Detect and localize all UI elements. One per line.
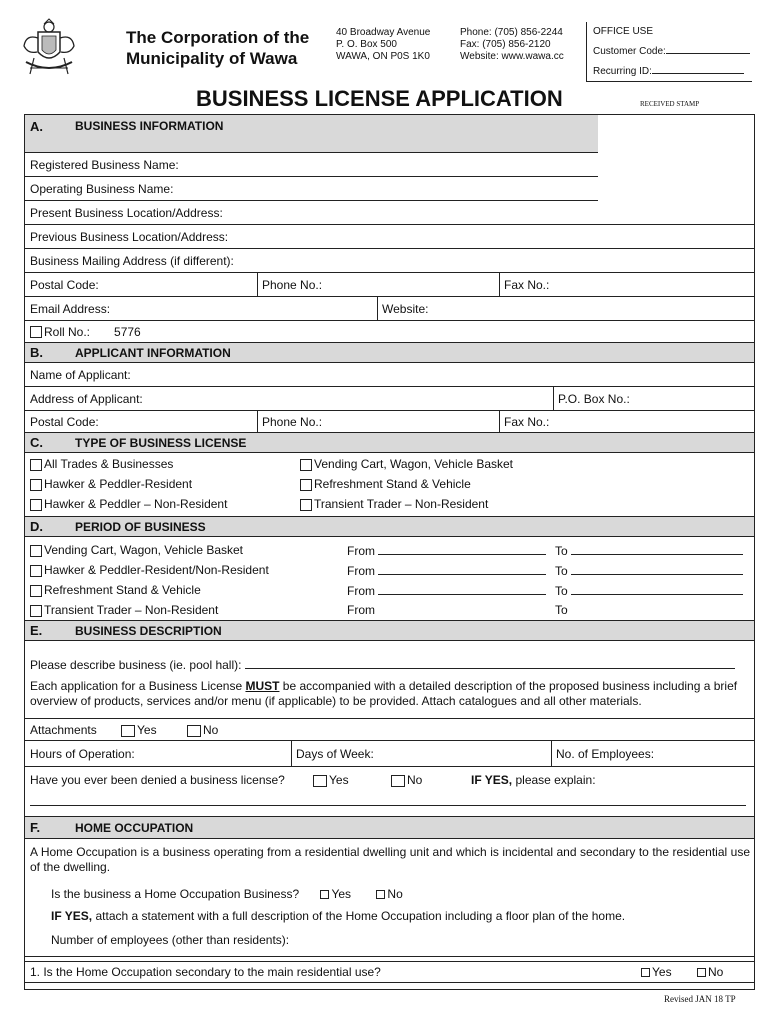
option-label: Yes — [331, 887, 352, 901]
number-of-employees-label: Number of employees (other than residents): — [51, 933, 290, 947]
corp-line-1: The Corporation of the — [126, 28, 310, 47]
from-field[interactable] — [347, 603, 375, 617]
option-label: Transient Trader – Non-Resident — [314, 497, 489, 511]
checkbox[interactable] — [30, 479, 42, 491]
section-f-header — [25, 817, 754, 839]
page-title: BUSINESS LICENSE APPLICATION — [196, 86, 563, 111]
option-label: No — [387, 887, 403, 901]
license-option[interactable] — [300, 497, 488, 511]
roll-number-checkbox[interactable] — [30, 326, 42, 338]
application-form — [24, 114, 755, 990]
roll-number-row — [25, 321, 754, 343]
denied-license-row — [25, 767, 754, 817]
address-line: WAWA, ON P0S 1K0 — [336, 51, 430, 62]
days-field[interactable]: Days of Week: — [296, 746, 374, 761]
describe-business-field[interactable] — [30, 657, 735, 672]
text: please explain: — [512, 773, 596, 787]
revision-note: Revised JAN 18 TP — [664, 994, 736, 1004]
checkbox[interactable] — [376, 890, 385, 899]
contact-block — [460, 27, 564, 63]
customer-code-field[interactable] — [666, 42, 750, 54]
period-option[interactable] — [30, 543, 243, 557]
option-label: No — [708, 965, 724, 979]
home-yes[interactable] — [320, 887, 351, 901]
checkbox[interactable] — [300, 499, 312, 511]
roll-number-label: Roll No.: — [44, 324, 91, 339]
roll-number-cell — [25, 321, 141, 342]
checkbox[interactable] — [30, 605, 42, 617]
if-yes-emphasis: IF YES, — [51, 909, 93, 923]
to-label: To — [555, 544, 568, 558]
from-label: From — [347, 584, 375, 598]
home-occupation-question-row — [51, 887, 403, 901]
section-a-header — [25, 115, 598, 153]
corp-line-2: Municipality of Wawa — [126, 49, 298, 68]
recurring-id-row — [593, 62, 752, 82]
period-options — [25, 537, 754, 621]
section-letter: E. — [30, 623, 43, 638]
applicant-name-row[interactable] — [25, 363, 754, 387]
explain-line[interactable] — [30, 805, 746, 806]
to-label: To — [555, 564, 568, 578]
checkbox[interactable] — [320, 890, 329, 899]
home-occupation-question: Is the business a Home Occupation Business? — [51, 887, 300, 901]
website-line: Website: www.wawa.cc — [460, 51, 564, 62]
period-option[interactable] — [30, 603, 218, 617]
section-title: APPLICANT INFORMATION — [75, 345, 231, 360]
mailing-address-row[interactable] — [25, 249, 754, 273]
denied-no[interactable] — [391, 773, 422, 787]
from-label: From — [347, 544, 375, 558]
period-option[interactable] — [30, 583, 201, 597]
section-letter: B. — [30, 345, 43, 360]
customer-code-label: Customer Code: — [593, 46, 666, 57]
recurring-id-field[interactable] — [652, 62, 744, 74]
checkbox[interactable] — [187, 725, 201, 737]
present-location-label: Present Business Location/Address: — [30, 205, 223, 220]
checkbox[interactable] — [30, 459, 42, 471]
website-field[interactable]: Website: — [382, 301, 429, 316]
postal-phone-fax-row — [25, 273, 754, 297]
home-question-1: 1. Is the Home Occupation secondary to the main residential use? — [30, 965, 381, 979]
checkbox[interactable] — [30, 585, 42, 597]
option-label: All Trades & Businesses — [44, 457, 174, 471]
recurring-id-label: Recurring ID: — [593, 66, 652, 77]
applicant-postal-phone-fax-row — [25, 411, 754, 433]
checkbox[interactable] — [30, 499, 42, 511]
license-option[interactable] — [30, 497, 227, 511]
email-website-row — [25, 297, 754, 321]
applicant-address-field[interactable]: Address of Applicant: — [30, 391, 143, 406]
section-title: HOME OCCUPATION — [75, 820, 194, 835]
denied-license-question: Have you ever been denied a business license? — [30, 773, 285, 787]
from-field[interactable] — [347, 563, 546, 578]
attachments-row — [25, 719, 754, 741]
to-label: To — [555, 584, 568, 598]
option-label: Yes — [652, 965, 672, 979]
checkbox[interactable] — [391, 775, 405, 787]
employees-field[interactable]: No. of Employees: — [556, 746, 655, 761]
denied-yes[interactable] — [313, 773, 349, 787]
to-field[interactable] — [555, 563, 743, 578]
applicant-name-label: Name of Applicant: — [30, 367, 131, 382]
checkbox[interactable] — [313, 775, 327, 787]
roll-number-value: 5776 — [114, 324, 141, 339]
office-use-label: OFFICE USE — [593, 26, 654, 37]
checkbox[interactable] — [641, 968, 650, 977]
q1-yes[interactable] — [641, 965, 672, 979]
option-label: Refreshment Stand & Vehicle — [314, 477, 471, 491]
from-field[interactable] — [347, 543, 546, 558]
hours-days-employees-row — [25, 741, 754, 767]
home-occupation-block — [25, 839, 754, 957]
to-line[interactable] — [571, 543, 743, 555]
mailing-address-label: Business Mailing Address (if different): — [30, 253, 234, 268]
section-title: BUSINESS DESCRIPTION — [75, 623, 222, 638]
describe-business-label: Please describe business (ie. pool hall): — [30, 658, 242, 672]
section-letter: A. — [30, 118, 43, 134]
period-option[interactable] — [30, 563, 269, 577]
section-letter: C. — [30, 435, 43, 450]
option-label: Hawker & Peddler-Resident/Non-Resident — [44, 563, 269, 577]
operating-name-label: Operating Business Name: — [30, 181, 174, 196]
registered-name-row[interactable] — [25, 153, 598, 177]
option-label: Vending Cart, Wagon, Vehicle Basket — [44, 543, 244, 557]
option-label: Refreshment Stand & Vehicle — [44, 583, 201, 597]
section-letter: D. — [30, 519, 43, 534]
to-field[interactable] — [555, 603, 568, 617]
applicant-fax-field[interactable]: Fax No.: — [504, 414, 550, 429]
checkbox[interactable] — [30, 565, 42, 577]
customer-code-row — [593, 42, 752, 62]
license-option[interactable] — [300, 457, 513, 471]
business-description-block — [25, 641, 754, 719]
option-label: Vending Cart, Wagon, Vehicle Basket — [314, 457, 514, 471]
address-line: 40 Broadway Avenue — [336, 27, 431, 38]
home-attach-instruction — [51, 909, 625, 923]
license-option[interactable] — [30, 457, 173, 471]
applicant-postal-code-field[interactable]: Postal Code: — [30, 414, 99, 429]
section-e-header — [25, 621, 754, 641]
checkbox[interactable] — [121, 725, 135, 737]
from-line[interactable] — [378, 563, 546, 575]
phone-line: Phone: (705) 856-2244 — [460, 27, 563, 38]
from-line[interactable] — [378, 583, 546, 595]
postal-code-field[interactable]: Postal Code: — [30, 277, 99, 292]
checkbox[interactable] — [300, 459, 312, 471]
checkbox[interactable] — [697, 968, 706, 977]
text: Each application for a Business License — [30, 679, 246, 693]
option-label: No — [407, 773, 423, 787]
address-line: P. O. Box 500 — [336, 39, 397, 50]
attachments-label: Attachments — [30, 723, 97, 737]
po-box-field[interactable]: P.O. Box No.: — [558, 391, 630, 406]
section-title: PERIOD OF BUSINESS — [75, 519, 206, 534]
home-occupation-definition: A Home Occupation is a business operating from a residential dwelling unit and which is incidental and secondary to the residential use of the dwelling. — [30, 845, 750, 874]
checkbox[interactable] — [300, 479, 312, 491]
please-explain-label — [471, 773, 596, 787]
mailing-address-block — [336, 27, 430, 63]
from-line[interactable] — [378, 543, 546, 555]
to-field[interactable] — [555, 583, 743, 598]
from-label: From — [347, 564, 375, 578]
email-field[interactable]: Email Address: — [30, 301, 111, 316]
must-emphasis: MUST — [245, 679, 280, 693]
applicant-phone-field[interactable]: Phone No.: — [262, 414, 323, 429]
received-stamp-label: RECEIVED STAMP — [640, 100, 700, 108]
municipal-crest-icon — [20, 18, 78, 80]
license-option[interactable] — [300, 477, 471, 491]
license-option[interactable] — [30, 477, 192, 491]
from-label: From — [347, 603, 375, 617]
fax-field[interactable]: Fax No.: — [504, 277, 550, 292]
to-line[interactable] — [571, 583, 743, 595]
option-label: Yes — [329, 773, 349, 787]
municipality-name — [126, 27, 309, 69]
fax-line: Fax: (705) 856-2120 — [460, 39, 551, 50]
to-field[interactable] — [555, 543, 743, 558]
describe-business-line[interactable] — [245, 657, 735, 669]
registered-name-label: Registered Business Name: — [30, 157, 179, 172]
home-question-1-row — [25, 961, 754, 983]
q1-no[interactable] — [697, 965, 723, 979]
if-yes-emphasis: IF YES, — [471, 773, 513, 787]
hours-field[interactable]: Hours of Operation: — [30, 746, 135, 761]
text: be accompanied with a detailed description of the proposed business including a brief overview of products, services and/or menu (if applicable) to be provided. Attach catalogues and all other materials. — [30, 679, 738, 708]
present-location-row[interactable] — [25, 201, 754, 225]
option-label: Transient Trader – Non-Resident — [44, 603, 219, 617]
to-line[interactable] — [571, 563, 743, 575]
section-letter: F. — [30, 820, 41, 835]
section-b-header — [25, 343, 754, 363]
section-c-header — [25, 433, 754, 453]
applicant-address-row — [25, 387, 754, 411]
option-label: Hawker & Peddler – Non-Resident — [44, 497, 228, 511]
to-label: To — [555, 603, 568, 617]
option-label: Yes — [137, 723, 157, 737]
operating-name-row[interactable] — [25, 177, 598, 201]
previous-location-label: Previous Business Location/Address: — [30, 229, 229, 244]
office-use-box — [586, 22, 752, 82]
attachments-yes[interactable] — [121, 723, 157, 737]
checkbox[interactable] — [30, 545, 42, 557]
section-title: TYPE OF BUSINESS LICENSE — [75, 435, 247, 450]
from-field[interactable] — [347, 583, 546, 598]
option-label: No — [203, 723, 219, 737]
home-no[interactable] — [376, 887, 402, 901]
license-type-options — [25, 453, 754, 517]
section-d-header — [25, 517, 754, 537]
attachments-no[interactable] — [187, 723, 218, 737]
phone-field[interactable]: Phone No.: — [262, 277, 323, 292]
text: attach a statement with a full description of the Home Occupation including a floor plan of the home. — [92, 909, 626, 923]
previous-location-row[interactable] — [25, 225, 754, 249]
description-requirement-text — [30, 679, 750, 709]
section-title: BUSINESS INFORMATION — [75, 119, 224, 133]
option-label: Hawker & Peddler-Resident — [44, 477, 193, 491]
